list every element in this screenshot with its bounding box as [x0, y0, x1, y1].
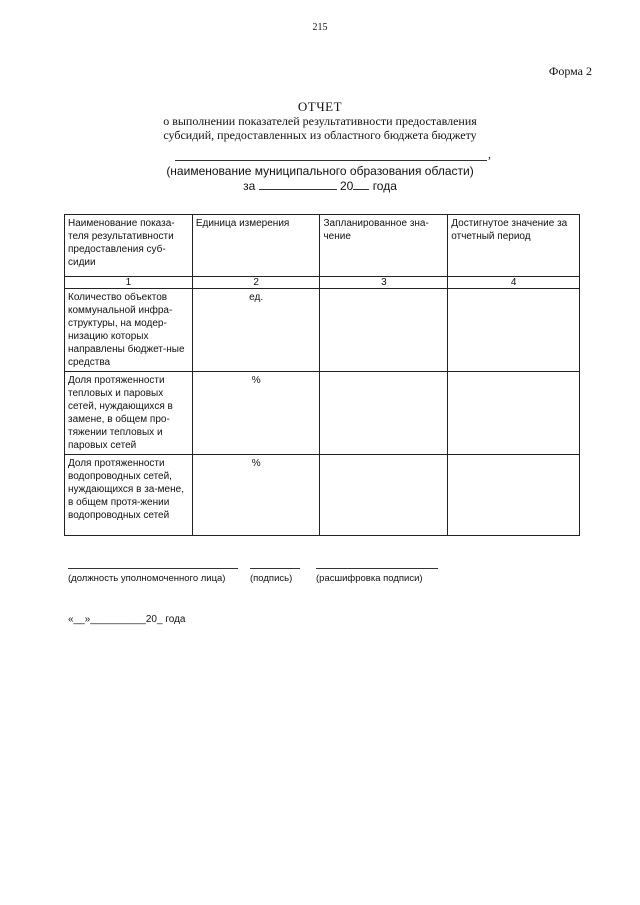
planned-value-cell[interactable]: [320, 455, 448, 536]
table-row: [65, 372, 580, 455]
indicator-name-cell: Количество объектов коммунальной инфра-структуры, на модер-низацию которых направлены бюджет-ные средства: [65, 289, 193, 372]
report-subtitle-line-1: о выполнении показателей результативности предоставления: [163, 114, 477, 128]
period-suffix: года: [372, 179, 397, 193]
planned-value-cell[interactable]: [320, 372, 448, 455]
column-number: 3: [320, 277, 448, 289]
unit-cell: ед.: [192, 289, 320, 372]
municipality-caption: (наименование муниципального образования области): [166, 164, 474, 178]
period-year: 20: [339, 179, 354, 193]
column-number: 2: [192, 277, 320, 289]
planned-value-cell[interactable]: [320, 289, 448, 372]
report-subtitle-line-2: субсидий, предоставленных из областного бюджета бюджету: [163, 128, 477, 142]
municipality-blank-line: [175, 147, 487, 161]
column-number: 4: [448, 277, 580, 289]
header-indicator-name: Наименование показа-теля результативности предоставления суб-сидии: [65, 215, 193, 277]
unit-cell: %: [192, 455, 320, 536]
signature-field[interactable]: [250, 568, 300, 584]
header-achieved: Достигнутое значение за отчетный период: [448, 215, 580, 277]
header-unit: Единица измерения: [192, 215, 320, 277]
table-row: [65, 455, 580, 536]
table-header-row: [65, 215, 580, 277]
header-planned: Запланированное зна-чение: [320, 215, 448, 277]
year-blank: [353, 179, 369, 190]
signature-line: [250, 568, 300, 569]
indicator-name-cell: Доля протяженности водопроводных сетей, нуждающихся в за-мене, в общем протя-жении водопроводных сетей: [65, 455, 193, 536]
date-line[interactable]: «__»__________20_ года: [68, 614, 186, 625]
unit-cell: %: [192, 372, 320, 455]
period-prefix: за: [243, 179, 256, 193]
report-table: [64, 214, 580, 536]
column-number: 1: [65, 277, 193, 289]
achieved-value-cell[interactable]: [448, 372, 580, 455]
decryption-signature-field[interactable]: [316, 568, 438, 584]
report-title-block: [120, 100, 520, 142]
period-blank: [259, 179, 337, 190]
position-signature-field[interactable]: [68, 568, 238, 584]
report-title: ОТЧЕТ: [297, 99, 343, 114]
column-number-row: [65, 277, 580, 289]
page-number: 215: [312, 22, 328, 33]
table-row: [65, 289, 580, 372]
position-caption: (должность уполномоченного лица): [68, 573, 226, 584]
achieved-value-cell[interactable]: [448, 289, 580, 372]
position-line: [68, 568, 238, 569]
indicator-name-cell: Доля протяженности тепловых и паровых сетей, нуждающихся в замене, в общем про-тяжении тепловых и паровых сетей: [65, 372, 193, 455]
municipality-comma: ,: [488, 147, 491, 161]
signature-caption: (подпись): [250, 573, 293, 584]
form-label: Форма 2: [548, 64, 592, 78]
reporting-period-line: [120, 179, 520, 193]
decryption-line: [316, 568, 438, 569]
achieved-value-cell[interactable]: [448, 455, 580, 536]
decryption-caption: (расшифровка подписи): [316, 573, 423, 584]
